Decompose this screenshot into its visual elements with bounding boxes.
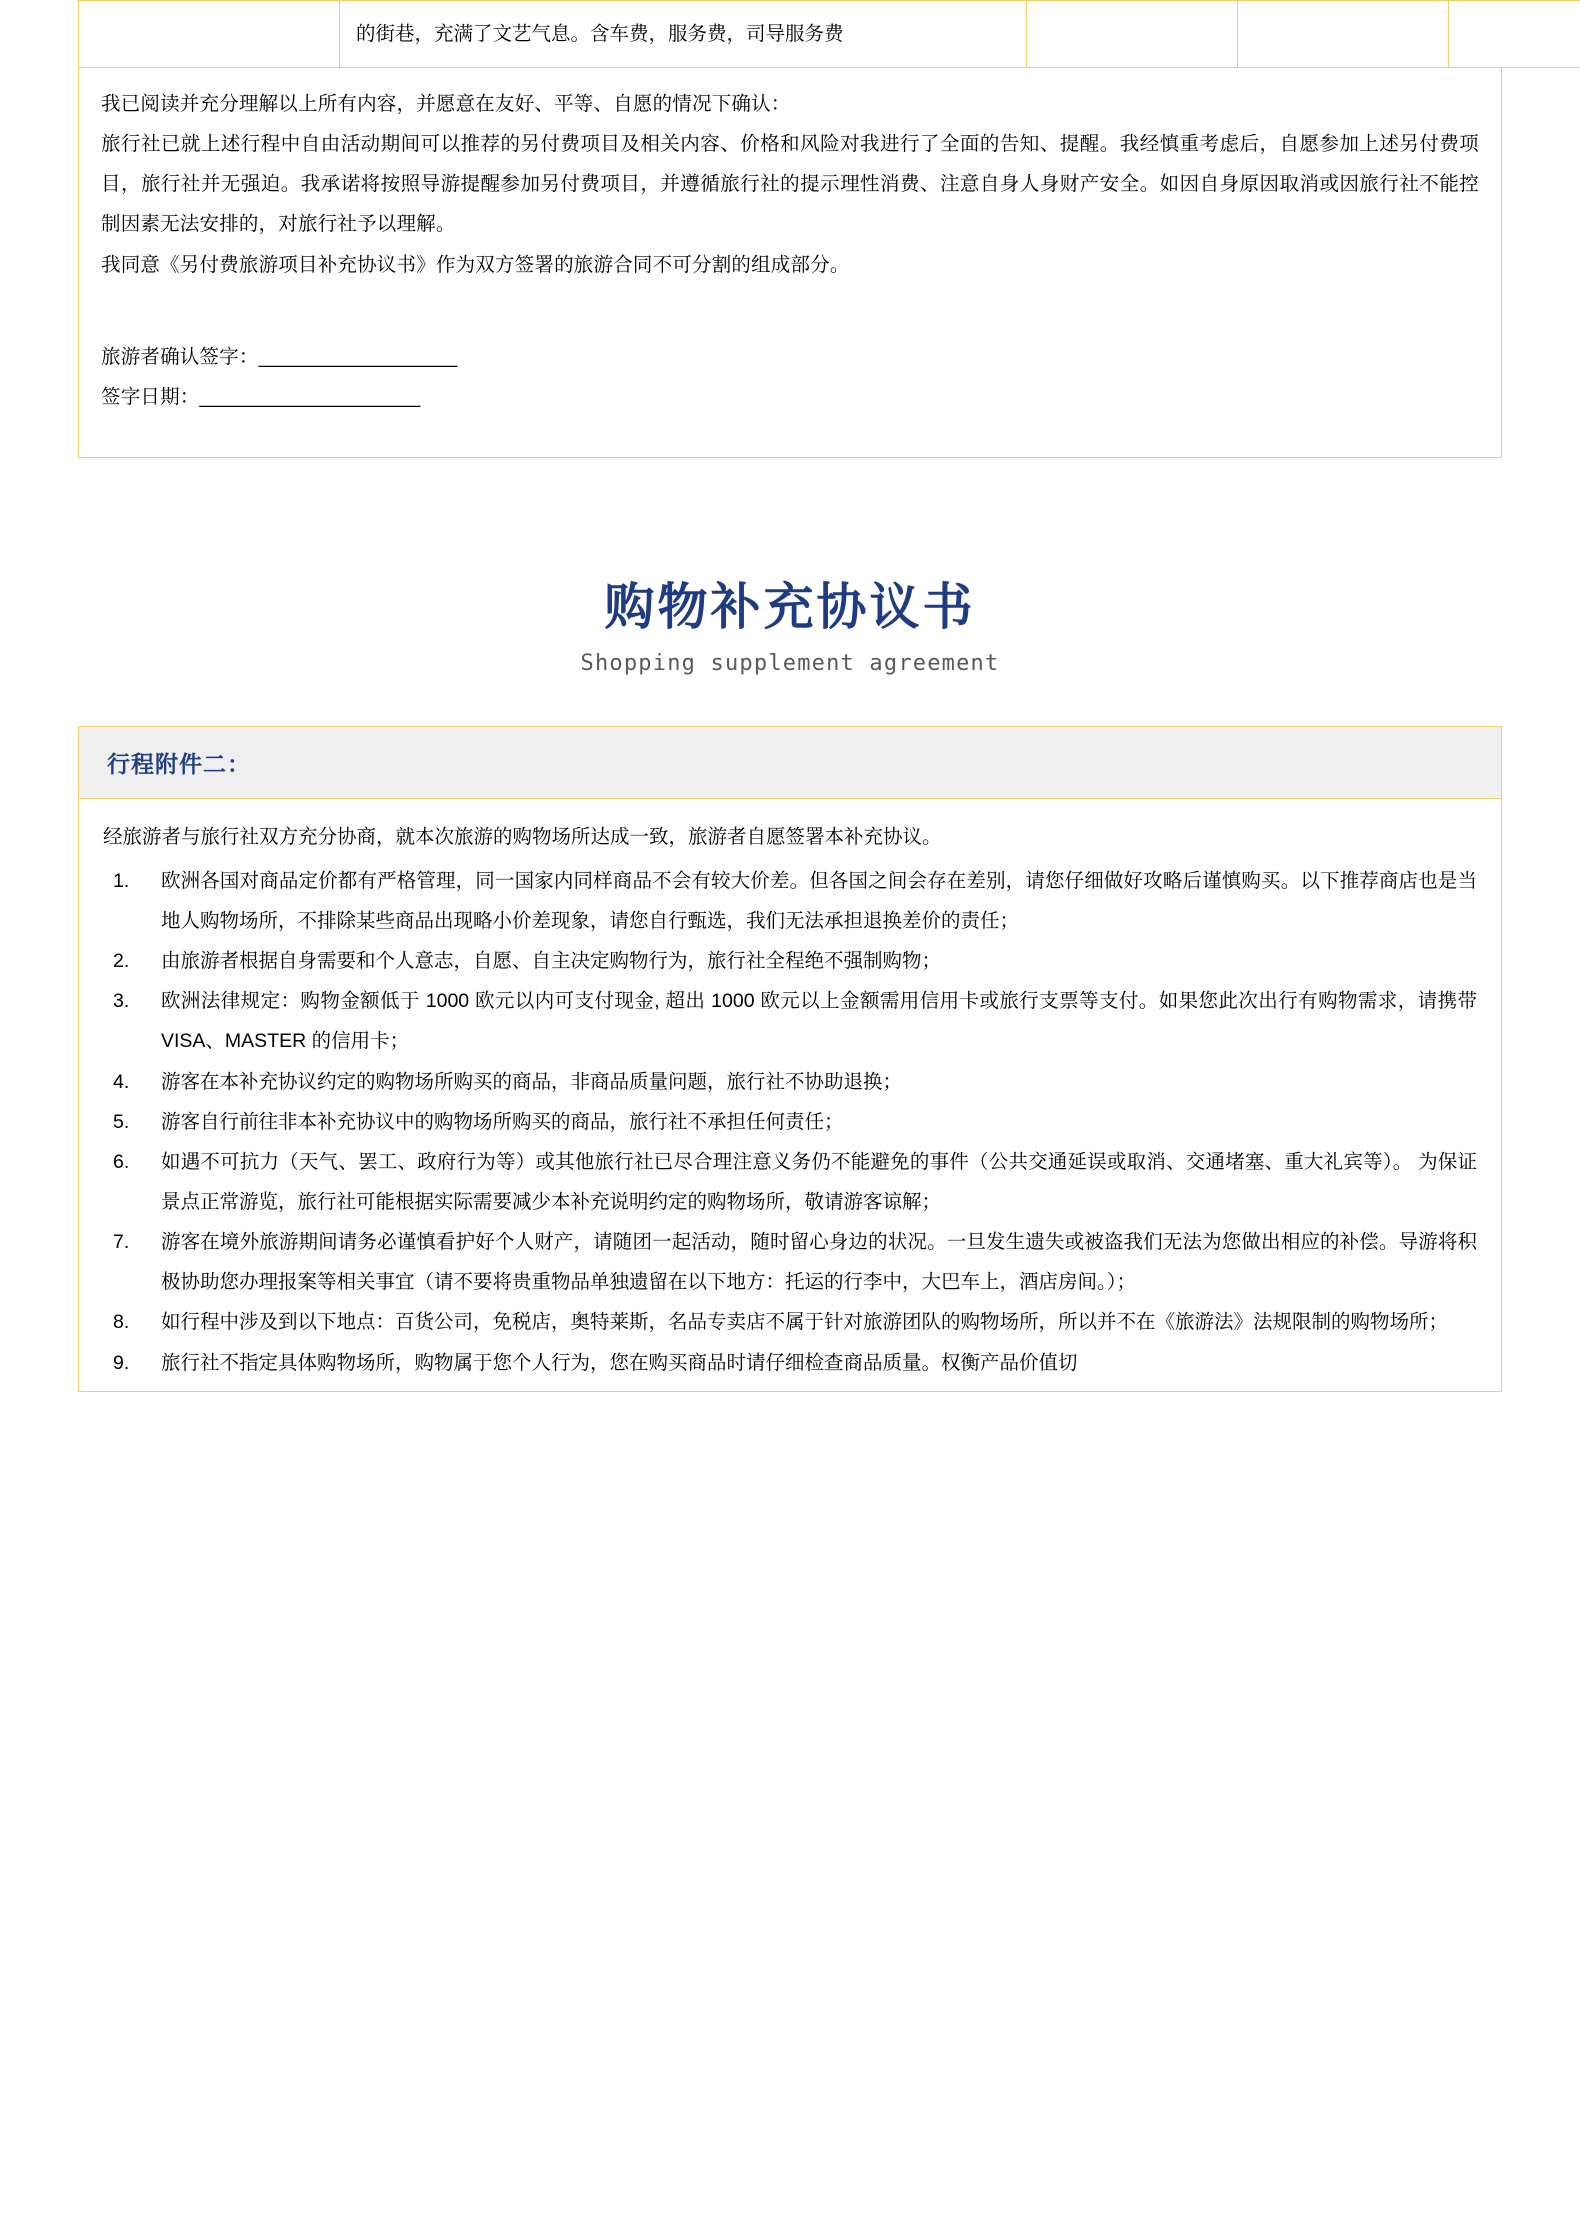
table-row (79, 1, 1580, 68)
list-item (103, 1102, 1477, 1142)
confirmation-paragraph-3: 我同意《另付费旅游项目补充协议书》作为双方签署的旅游合同不可分割的组成部分。 (101, 253, 850, 276)
list-item-text: 游客在境外旅游期间请务必谨慎看护好个人财产，请随团一起活动，随时留心身边的状况。一旦发生遗失或被盗我们无法为您做出相应的补偿。导游将积极协助您办理报案等相关事宜（请不要将贵重物品单独遗留在以下地方：托运的行李中，大巴车上，酒店房间。）； (161, 1231, 1477, 1294)
terms-list (103, 861, 1477, 1383)
attachment-intro: 经旅游者与旅行社双方充分协商，就本次旅游的购物场所达成一致，旅游者自愿签署本补充协议。 (103, 825, 942, 848)
list-item (103, 941, 1477, 981)
list-item (103, 1062, 1477, 1102)
page-subtitle: Shopping supplement agreement (580, 650, 1000, 676)
list-item-number: 1. (113, 869, 130, 892)
signature-date-label: 签字日期： (101, 385, 200, 408)
list-item-text: 游客在本补充协议约定的购物场所购买的商品，非商品质量问题，旅行社不协助退换； (161, 1070, 903, 1093)
signature-spacer (101, 285, 1479, 337)
signature-name-line (101, 337, 1479, 377)
confirmation-box (78, 68, 1502, 458)
signature-date-blank[interactable]: ____________________ (199, 385, 421, 408)
list-item-number: 2. (113, 950, 130, 973)
table-cell-item (79, 1, 340, 68)
list-item (103, 1142, 1477, 1222)
confirmation-paragraph-2: 旅行社已就上述行程中自由活动期间可以推荐的另付费项目及相关内容、价格和风险对我进行了全面的告知、提醒。我经慎重考虑后，自愿参加上述另付费项目，旅行社并无强迫。我承诺将按照导游提醒参加另付费项目，并遵循旅行社的提示理性消费、注意自身人身财产安全。如因自身原因取消或因旅行社不能控制因素无法安排的，对旅行社予以理解。 (101, 133, 1479, 236)
attachment-header: 行程附件二： (78, 726, 1502, 799)
list-item-number: 8. (113, 1311, 130, 1334)
list-item-text: 如遇不可抗力（天气、罢工、政府行为等）或其他旅行社已尽合理注意义务仍不能避免的事件（公共交通延误或取消、交通堵塞、重大礼宾等）。 为保证景点正常游览，旅行社可能根据实际需要减少本补充说明约定的购物场所，敬请游客谅解； (161, 1150, 1477, 1214)
signature-date-line (101, 377, 1479, 417)
signature-name-blank[interactable]: __________________ (258, 345, 458, 368)
list-item-text: 欧洲法律规定：购物金额低于 1000 欧元以内可支付现金, 超出 1000 欧元以上金额需用信用卡或旅行支票等支付。如果您此次出行有购物需求，请携带 VISA、MASTER 的信用卡； (161, 990, 1477, 1053)
list-item (103, 1302, 1477, 1342)
list-item-number: 4. (113, 1070, 130, 1093)
signature-name-label: 旅游者确认签字： (101, 345, 259, 368)
list-item-number: 5. (113, 1110, 130, 1133)
list-item-text: 游客自行前往非本补充协议中的购物场所购买的商品，旅行社不承担任何责任； (161, 1110, 844, 1133)
table-cell-description: 的街巷，充满了文艺气息。含车费，服务费，司导服务费 (340, 1, 1027, 68)
attachment-section (78, 726, 1502, 1392)
list-item-number: 9. (113, 1351, 130, 1374)
list-item-number: 6. (113, 1150, 130, 1173)
list-item-text: 旅行社不指定具体购物场所，购物属于您个人行为，您在购买商品时请仔细检查商品质量。权衡产品价值切 (161, 1351, 1078, 1374)
list-item-text: 由旅游者根据自身需要和个人意志，自愿、自主决定购物行为，旅行社全程绝不强制购物； (161, 950, 942, 973)
title-block (0, 576, 1580, 676)
list-item (103, 981, 1477, 1061)
list-item (103, 1343, 1477, 1383)
list-item-text: 如行程中涉及到以下地点：百货公司，免税店，奥特莱斯，名品专卖店不属于针对旅游团队的购物场所，所以并不在《旅游法》法规限制的购物场所； (161, 1311, 1449, 1334)
list-item (103, 1222, 1477, 1302)
attachment-body (78, 799, 1502, 1392)
table-cell-remark (1449, 1, 1580, 68)
continuation-table (78, 0, 1580, 68)
list-item-number: 3. (113, 990, 130, 1013)
table-body (79, 1, 1580, 68)
table-cell-duration (1238, 1, 1449, 68)
list-item-number: 7. (113, 1231, 130, 1254)
list-item-text: 欧洲各国对商品定价都有严格管理，同一国家内同样商品不会有较大价差。但各国之间会存在差别，请您仔细做好攻略后谨慎购买。以下推荐商店也是当地人购物场所，不排除某些商品出现略小价差现象，请您自行甄选，我们无法承担退换差价的责任； (161, 869, 1477, 932)
confirmation-paragraph-1: 我已阅读并充分理解以上所有内容，并愿意在友好、平等、自愿的情况下确认： (101, 93, 791, 116)
page-title: 购物补充协议书 (604, 579, 976, 636)
list-item (103, 861, 1477, 941)
table-cell-price (1027, 1, 1238, 68)
